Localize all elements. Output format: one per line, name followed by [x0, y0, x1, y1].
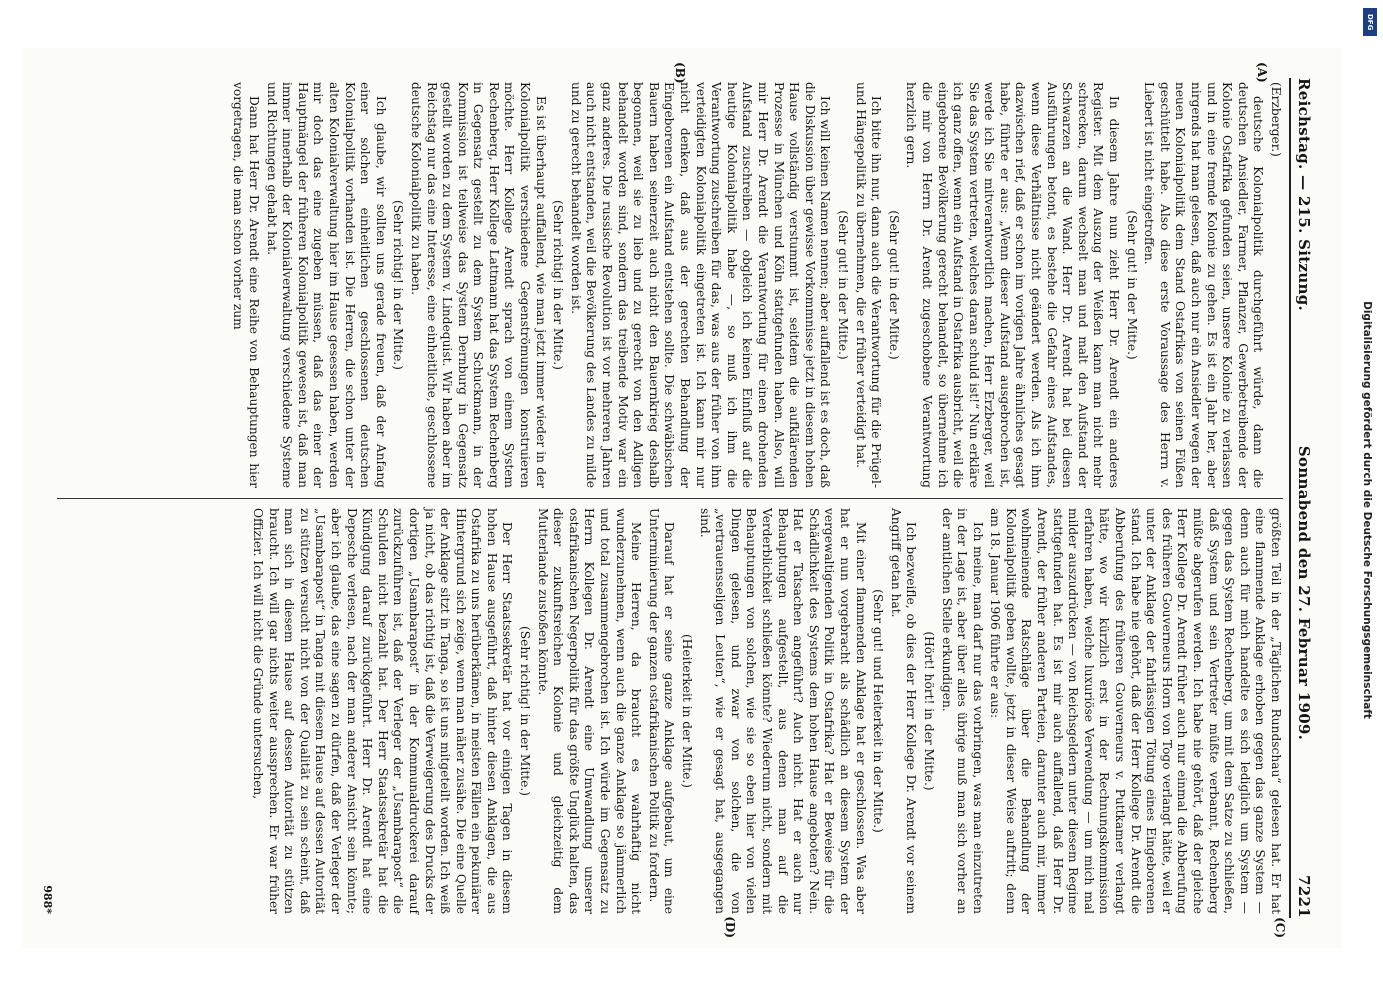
page-header [1289, 78, 1321, 918]
paragraph: Ich bitte ihn nur, dann auch die Verantwortung für die Prügel- und Hängepolitik zu übernehmen, die er früher verteidigt hat. [853, 82, 884, 488]
paragraph: Ich will keinen Namen nennen; aber auffallend ist es doch, daß die Diskussion über gewisse Vorkommnisse jetzt in diesem hohen Hause vollständig verstummt ist, seitdem die aufklärenden Prozesse in München und Köln stattgefunden haben. Also, will mir Herr Dr. Arendt die Verantwortung für einen drohenden Aufstand zuschreiben — obgleich ich keinen Einfluß auf die heutige Kolonialpolitik habe —, so muß ich ihm die Verantwortung zuschreiben für das, was aus der früher von ihm verteidigten Kolonialpolitik eingetreten ist. Ich kann mir nur nicht denken, daß aus der gerechten Behandlung der Eingeborenen ein Aufstand entstehen sollte. Die schwäbischen Bauern haben seinerzeit auch nicht den Bauernkrieg deshalb begonnen, weil sie zu lieb und zu gerecht von den Adligen behandelt worden sind, sondern das treibende Motiv war ein ganz anderes. Die russische Revolution ist vor mehreren Jahren auch nicht entstanden, weil die Bevölkerung des Landes zu milde und zu gerecht behandelt worden ist. [568, 82, 833, 488]
margin-marker-d: (D) [723, 916, 737, 938]
interjection: (Sehr richtig! in der Mitte.) [551, 200, 566, 370]
header-left: Reichstag. — 215. Sitzung. [1294, 78, 1313, 312]
digitization-note [1357, 40, 1377, 980]
margin-marker-c: (C) [1273, 917, 1287, 938]
interjection: (Sehr gut! in der Mitte.) [835, 210, 850, 360]
paragraph: Meine Herren, da braucht es wahrhaftig nicht wunderzunehmen, wenn auch die ganze Anklage so jämmerlich und total zusammengebrochen ist. Ich würde im Gegensatz zu Herrn Kollegen Dr. Arendt eine Umwandlung unserer ostafrikanischen Negerpolitik für das größte Unglück halten, das dieser zukunftsreichen Kolonie und gleichzeitig dem Mutterlande zustoßen könnte. [535, 508, 644, 914]
speaker-label: (Erzberger.) [1269, 82, 1283, 157]
paragraph: Darauf hat er seine ganze Anklage aufgebaut, um eine Unterminierung der ganzen ostafrikanischen Politik zu fordern. [646, 508, 677, 914]
left-column [57, 82, 1283, 488]
paragraph: In diesem Jahre nun zieht Herr Dr. Arendt ein anderes Register. Mit dem Auszug der Weißen kann man nicht mehr schrecken, darum wechselt man und malt den Aufstand der Schwarzen an die Wand. Herr Dr. Arendt hat bei diesen Ausführungen betont, es bestehe die Gefahr eines Aufstandes, wenn diese Verhältnisse nicht geändert werden. Als ich ihm dazwischen rief, daß er schon im vorigen Jahre ähnliches gesagt habe, führte er aus: „Wenn dieser Aufstand ausgebrochen ist, werde ich Sie mitverantwortlich machen, Herr Erzberger, weil Sie das System vertreten, welches daran schuld ist!“ Nun erkläre ich ganz offen, wenn ein Aufstand in Ostafrika ausbricht, weil die eingeborene Bevölkerung gerecht behandelt, so übernehme ich die mir von Herrn Dr. Arendt zugeschobene Verantwortung herzlich gern. [904, 82, 1122, 488]
paragraph: Ich glaube, wir sollten uns gerade freuen, daß der Anfang einer solchen einheitlichen geschlossenen deutschen Kolonialpolitik vorhanden ist. Die Herren, die schon unter der alten Kolonialverwaltung hier im Hause gesessen haben, werden mir doch das eine zugeben müssen, daß das einer der Hauptmängel der früheren Kolonialpolitik gewesen ist, daß man immer innerhalb der Kolonialverwaltung verschiedene Systeme und Richtungen gehabt hat. [264, 82, 388, 488]
paragraph: Mit einer flammenden Anklage hat er geschlossen. Was aber hat er nun vorgebracht als schädlich an diesem System der vergewaltigenden Politik in Ostafrika? Hat er Beweise für die Schädlichkeit des Systems dem hohen Hause angeboten? Nein. Hat er Tatsachen angeführt? Auch nicht. Hat er auch nur Behauptungen aufgestellt, aus denen man auf die Verderblichkeit schließen könnte? Wiederum nicht, sondern mit Behauptungen von solchen, wie sie so eben hier von vielen Dingen gelesen, und zwar von solchen, die von „vertrauensseligen Leuten“, wie er gesagt hat, ausgegangen sind. [697, 508, 868, 914]
margin-marker-b: (B) [673, 62, 687, 84]
paragraph: Ich bezweifle, ob dies der Herr Kollege Dr. Arendt vor seinem Angriff getan hat. [888, 508, 919, 914]
dfg-logo: DFG [1363, 8, 1377, 36]
interjection: (Sehr gut! in der Mitte.) [1124, 210, 1139, 360]
paragraph: Der Herr Staatssekretär hat vor einigen Tagen in diesem hohen Hause ausgeführt, daß hinter diesen Anklagen, die aus Ostafrika zu uns herüberkämen, in meisten Fällen ein pekuniärer Hintergrund sich zeige, wenn man näher zusähe. Die eine Quelle der Anklage sitzt in Tanga, so ist uns mitgeteilt worden. Ich weiß ja nicht, ob das richtig ist, daß die Verweigerung des Drucks der dortigen „Usambarapost“ in der Kommunaldruckerei darauf zurückzuführen ist, daß der Verleger der „Usambarapost“ die Schulden nicht bezahlt hat. Der Herr Staatssekretär hat die Kündigung darauf zurückgeführt. Herr Dr. Arendt hat eine Depesche verlesen, nach der man anderer Ansicht sein könnte; aber ich glaube, das eine sagen zu dürfen, daß der Verleger der „Usambarapost“ in Tanga mit diesem Hause auf dessen Autorität zu stützen versucht nicht von der Qualität zu sein scheint, daß man sich in diesem Hause auf dessen Autorität zu stützen braucht. Ich will gar nichts weiter aussprechen. Er war früher Offizier. Ich will nicht die Gründe untersuchen, [251, 508, 515, 914]
interjection: (Heiterkeit in der Mitte.) [680, 633, 695, 789]
paragraph: größten Teil in der „Täglichen Rundschau“ gelesen hat. Er hat eine flammende Anklage erhoben gegen das ganze System — denn auch für mich handelte es sich lediglich um System — gegen das System Rechenberg, um mit dem Satze zu schließen, daß System und sein Vertreter müßte verbannt, Rechenberg müßte abgerufen werden. Ich habe nie gehört, daß der gleiche Herr Kollege Dr. Arendt früher auch nur einmal die Abberufung des früheren Gouverneurs Horn von Togo verlangt hätte, weil er unter der Anklage der fahrlässigen Tötung eines Eingeborenen stand. Ich habe nie gehört, daß der Herr Kollege Dr. Arendt die Abberufung des früheren Gouverneurs v. Puttkamer verlangt hätte, wo wir kürzlich erst in der Rechnungskommission erfahren haben, welche luxuriöse Verwendung — um mich mal milder auszudrücken — von Reichsgeldern unter diesem Regime stattgefunden hat. Es ist mir auch auffallend, daß Herr Dr. Arendt, der früher anderen Parteien, darunter auch mir, immer wohlmeinende Ratschläge über die Behandlung der Kolonialpolitik geben wollte, jetzt in dieser Weise auftritt; denn am 18. Januar 1906 führte er aus: [988, 508, 1283, 914]
rotated-page-content [37, 62, 1327, 938]
text-columns [57, 82, 1283, 914]
signature-number: 988* [40, 885, 54, 914]
scanned-page [22, 48, 1342, 948]
header-page-number: 7221 [1294, 875, 1313, 918]
paragraph: Es ist überhaupt auffallend, wie man jetzt immer wieder in der Kolonialpolitik verschiedene Gegenströmungen konstruieren möchte. Herr Kollege Arendt sprach von einem System Rechenberg, Herr Kollege Lattmann hat das System Rechenberg in Gegensatz gestellt zu dem System Schuckmann, in der Kommission ist teilweise das System Dernburg in Gegensatz gestellt worden zu dem System v. Lindequist. Wir haben aber im Reichstag nur das eine Interesse, eine einheitliche, geschlossene deutsche Kolonialpolitik zu haben. [408, 82, 548, 488]
margin-marker-a: (A) [1255, 62, 1269, 83]
quotation: Ich meine, man darf nur das vorbringen, was man einzutreten in der Lage ist, aber über alles übrige muß man sich vorher an der amtlichen Stelle erkundigen. [939, 508, 985, 914]
interjection: (Sehr richtig! in der Mitte.) [391, 200, 406, 370]
interjection: (Sehr gut! in der Mitte.) [886, 210, 901, 360]
paragraph: Dann hat Herr Dr. Arendt eine Reihe von Behauptungen hier vorgetragen, die man schon vorher zum [231, 82, 261, 488]
header-date: Sonnabend den 27. Februar 1909. [1294, 445, 1313, 741]
interjection: (Hört! hört! in der Mitte.) [921, 631, 936, 791]
interjection: (Sehr gut! und Heiterkeit in der Mitte.) [871, 589, 886, 833]
interjection: (Sehr richtig! in der Mitte.) [518, 626, 533, 796]
digitization-note-text: Digitalisierung gefördert durch die Deutsche Forschungsgemeinschaft [1361, 301, 1373, 719]
paragraph: deutsche Kolonialpolitik durchgeführt würde, dann die deutschen Ansiedler, Farmer, Pflanzer, Gewerbetreibende der Kolonie Ostafrika gefunden seien, unsere Kolonie zu verlassen und in eine fremde Kolonie zu gehen. Es ist ein Jahr her, aber nirgends hat man gelesen, daß auch nur ein Ansiedler wegen der neuen Kolonialpolitik dem Stand Ostafrikas von seinen Füßen geschüttelt habe. Also diese erste Voraussage des Herrn v. Liebert ist nicht eingetroffen. [1142, 82, 1266, 488]
right-column [57, 508, 1283, 914]
